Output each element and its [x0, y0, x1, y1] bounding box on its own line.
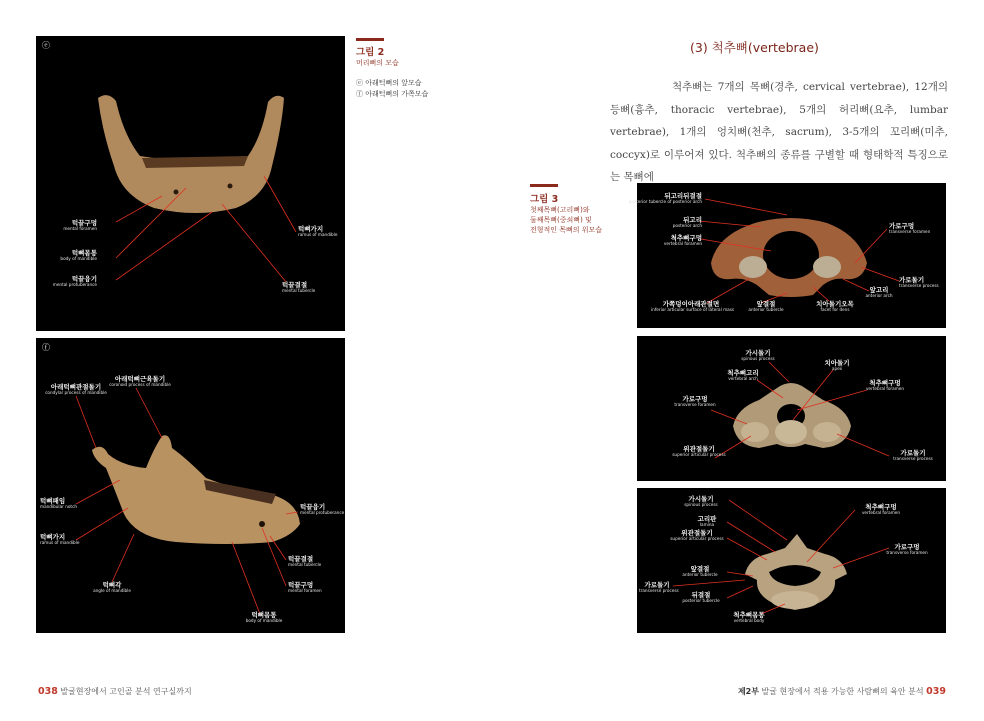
- label-mental-protuberance: 턱끝융기 mental protuberance: [52, 275, 97, 288]
- label-mental-protuberance-f: 턱끝융기 mental protuberance: [300, 503, 345, 516]
- footer-right-text: 발굴 현장에서 적용 가능한 사람뼈의 육안 분석: [761, 687, 924, 696]
- caption2-bar: [356, 38, 384, 41]
- label-atlas-posterior-arch: 뒤고리 posterior arch: [672, 216, 702, 229]
- photo-mandible-lateral: [36, 338, 345, 633]
- label-atlas-vertebral-foramen: 척추뼈구멍 vertebral foramen: [663, 234, 702, 247]
- label-cervical-transverse-process: 가로돌기 transverse process: [639, 581, 679, 594]
- caption2-item-e: ⓔ 아래턱뼈의 앞모습: [356, 79, 422, 87]
- label-cervical-transverse-foramen: 가로구멍 transverse foramen: [886, 543, 928, 556]
- footer-right: [738, 686, 946, 697]
- photo-atlas: [628, 183, 946, 328]
- figure-marker-e: ⓔ: [42, 41, 50, 50]
- label-angle-of-mandible: 턱뼈각 angle of mandible: [93, 581, 131, 594]
- section-title: (3) 척추뼈(vertebrae): [690, 40, 819, 55]
- label-cervical-lamina: 고리판 lamina: [697, 515, 717, 528]
- label-mental-tubercle: 턱끝결절 mental tubercle: [282, 281, 316, 294]
- label-mental-tubercle-f: 턱끝결절 mental tubercle: [288, 555, 322, 568]
- caption3-line-3: 전형적인 목뼈의 위모습: [530, 226, 603, 234]
- caption2-title: 그림 2: [356, 47, 385, 58]
- caption2-subtitle: 머리뼈의 모습: [356, 59, 399, 67]
- caption3-title: 그림 3: [530, 194, 559, 205]
- photo-axis: [637, 336, 946, 481]
- label-cervical-spinous-process: 가시돌기 spinous process: [684, 495, 718, 508]
- label-cervical-anterior-tubercle: 앞결절 anterior tubercle: [682, 565, 718, 578]
- figure-marker-f: ⓕ: [42, 343, 50, 352]
- label-axis-superior-articular-process: 위관절돌기 superior articular process: [672, 445, 726, 458]
- label-atlas-posterior-tubercle: 뒤고리뒤결절 posterior tubercle of posterior arch: [628, 192, 702, 205]
- label-atlas-transverse-foramen: 가로구멍 transverse foramen: [889, 222, 931, 235]
- label-cervical-posterior-tubercle: 뒤결절 posterior tubercle: [682, 591, 720, 604]
- label-atlas-facet-for-dens: 치아돌기오목 facet for dens: [816, 300, 854, 313]
- label-axis-vertebral-arch: 척추뼈고리 vertebral arch: [727, 369, 759, 382]
- footer-part: 제2부: [737, 687, 759, 696]
- footer-left-text: 발굴현장에서 고인골 분석 연구실까지: [60, 687, 192, 696]
- page-number-right: 039: [926, 686, 946, 697]
- page-number-left: 038: [38, 686, 58, 697]
- label-cervical-superior-articular-process: 위관절돌기 superior articular process: [670, 529, 724, 542]
- caption3-bar: [530, 184, 558, 187]
- label-atlas-transverse-process: 가로돌기 transverse process: [899, 276, 939, 289]
- photo-mandible-front: [36, 36, 345, 331]
- label-axis-transverse-foramen: 가로구멍 transverse foramen: [674, 395, 716, 408]
- caption3-line-1: 첫째목뼈(고리뼈)와: [530, 206, 590, 214]
- photo-cervical: [637, 488, 946, 633]
- label-mandibular-notch: 턱뼈패임 mandibular notch: [40, 497, 78, 510]
- label-mental-foramen-f: 턱끝구멍 mental foramen: [288, 581, 322, 594]
- label-axis-spinous-process: 가시돌기 spinous process: [741, 349, 775, 362]
- label-body-of-mandible-f: 턱뼈몸통 body of mandible: [245, 611, 283, 624]
- label-cervical-vertebral-foramen: 척추뼈구멍 vertebral foramen: [861, 503, 901, 516]
- label-coronoid-process: 아래턱뼈근육돌기 coronoid process of mandible: [109, 375, 171, 388]
- label-mental-foramen: 턱끝구멍 mental foramen: [63, 219, 97, 232]
- label-cervical-vertebral-body: 척추뼈몸통 vertebral body: [733, 611, 765, 624]
- label-axis-apex: 치아돌기 apex: [824, 359, 850, 372]
- label-ramus-of-mandible-f: 턱뼈가지 ramus of mandible: [40, 533, 80, 546]
- label-body-of-mandible: 턱뼈몸통 body of mandible: [60, 249, 97, 262]
- label-axis-vertebral-foramen: 척추뼈구멍 vertebral foramen: [865, 379, 905, 392]
- caption3-line-2: 둘째목뼈(중쇠뼈) 및: [530, 216, 592, 224]
- label-condylar-process: 아래턱뼈관절돌기 condylar process of mandible: [45, 383, 107, 396]
- body-text: [610, 76, 948, 189]
- label-atlas-inferior-articular-surface: 가쪽덩이아래관절면 inferior articular surface of lateral mass: [651, 300, 735, 313]
- label-axis-transverse-process: 가로돌기 transverse process: [893, 449, 933, 462]
- label-ramus-of-mandible: 턱뼈가지 ramus of mandible: [298, 225, 338, 238]
- caption2-item-f: ⓕ 아래턱뼈의 가쪽모습: [356, 90, 429, 98]
- body-paragraph: 척추뼈는 7개의 목뼈(경추, cervical vertebrae), 12개의 등뼈(흉추, thoracic vertebrae), 5개의 허리뼈(요추, lumbar vertebrae), 1개의 엉치뼈(천추, sacrum), 3-5개의 꼬리뼈(미추, coccyx)로 이루어져 있다. 척추뼈의 종류를 구별할 때 형태학적 특징으로는 목뼈에: [610, 81, 948, 183]
- label-atlas-anterior-tubercle: 앞결절 anterior tubercle: [748, 300, 784, 313]
- label-atlas-anterior-arch: 앞고리 anterior arch: [865, 286, 893, 299]
- footer-left: [38, 686, 192, 697]
